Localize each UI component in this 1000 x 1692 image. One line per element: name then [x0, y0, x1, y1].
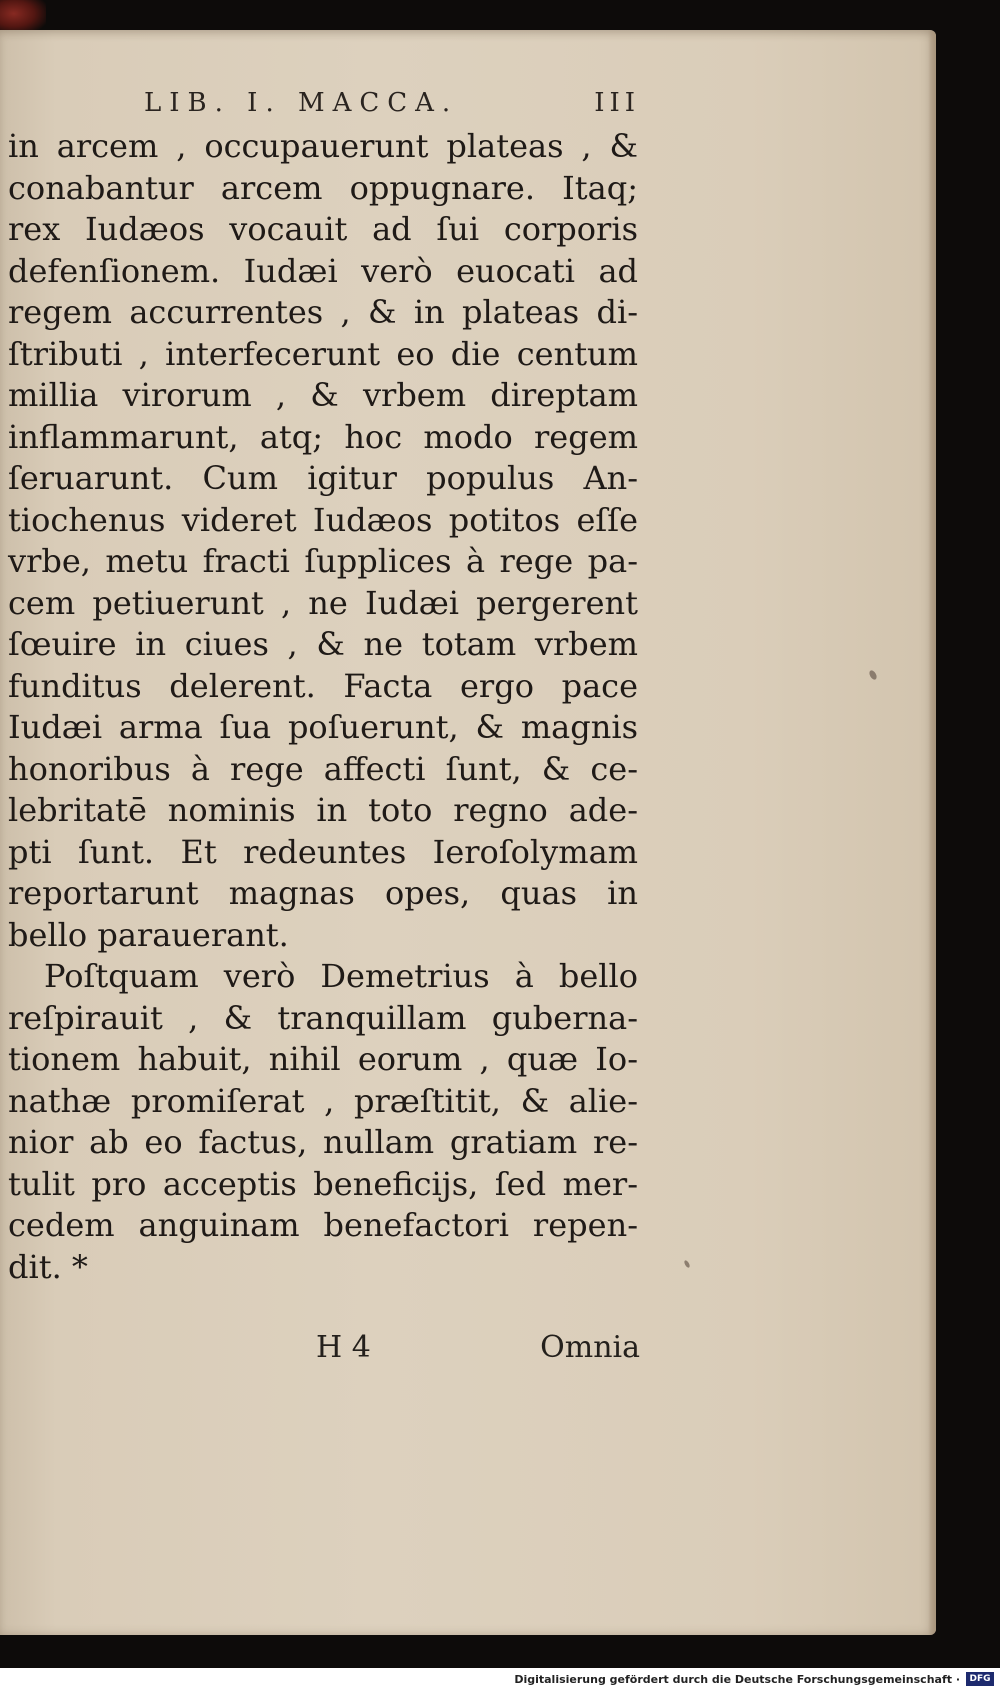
text-line: in arcem , occupauerunt plateas , & [8, 127, 638, 165]
folio-number: III [594, 88, 640, 118]
text-line: honoribus à rege affecti ſunt, & ce- [8, 749, 638, 788]
text-line: Iudæi arma ſua poſuerunt, & magnis [8, 708, 638, 746]
page-edge-shadow [928, 30, 936, 1635]
dfg-logo-icon: DFG [966, 1672, 994, 1686]
body-text [8, 126, 638, 1288]
text-line: rex Iudæos vocauit ad ſui corporis [8, 210, 638, 248]
text-line: millia virorum , & vrbem direptam [8, 376, 638, 414]
text-line: regem accurrentes , & in plateas di- [8, 293, 638, 331]
text-line: reportarunt magnas opes, quas in [8, 874, 638, 912]
text-line: cem petiuerunt , ne Iudæi pergerent [8, 583, 638, 622]
text-line: tionem habuit, nihil eorum , quæ Io- [8, 1040, 638, 1078]
text-line: tulit pro acceptis beneficijs, ſed mer- [8, 1164, 638, 1203]
text-line: ſtributi , interfecerunt eo die centum [8, 334, 638, 373]
color-target-smudge [0, 0, 46, 34]
text-line: inflammarunt, atq; hoc modo regem [8, 417, 638, 456]
text-line: Poſtquam verò Demetrius à bello [44, 957, 638, 995]
text-line: dit. * [8, 1247, 88, 1286]
signature-mark: H 4 [316, 1330, 371, 1365]
paper-speck [868, 669, 878, 681]
dfg-credit-text: Digitalisierung gefördert durch die Deutsche Forschungsgemeinschaft · [514, 1673, 960, 1686]
paper-speck [683, 1260, 690, 1269]
text-line: nathæ promiſerat , præſtitit, & alie- [8, 1081, 638, 1120]
catchword: Omnia [540, 1330, 640, 1365]
text-line: conabantur arcem oppugnare. Itaq; [8, 168, 638, 207]
text-line: reſpirauit , & tranquillam guberna- [8, 998, 638, 1037]
running-head-title: LIB. I. MACCA. [144, 88, 459, 118]
text-line: nior ab eo factus, nullam gratiam re- [8, 1123, 638, 1161]
text-line: lebritatē nominis in toto regno ade- [8, 791, 638, 829]
text-line: vrbe, metu fracti ſupplices à rege pa- [8, 542, 638, 580]
text-line: ſeruarunt. Cum igitur populus An- [8, 459, 638, 497]
running-head [120, 88, 640, 128]
text-line: tiochenus videret Iudæos potitos eſſe [8, 500, 638, 539]
text-line: cedem anguinam benefactori repen- [8, 1206, 638, 1244]
book-page [0, 30, 936, 1635]
text-line: defenſionem. Iudæi verò euocati ad [8, 251, 638, 290]
page-footer [300, 1330, 640, 1370]
text-line: pti ſunt. Et redeuntes Ieroſolymam [8, 832, 638, 871]
text-line: ſœuire in ciues , & ne totam vrbem [8, 625, 638, 663]
text-line: funditus delerent. Facta ergo pace [8, 666, 638, 705]
text-line: bello parauerant. [8, 915, 289, 954]
